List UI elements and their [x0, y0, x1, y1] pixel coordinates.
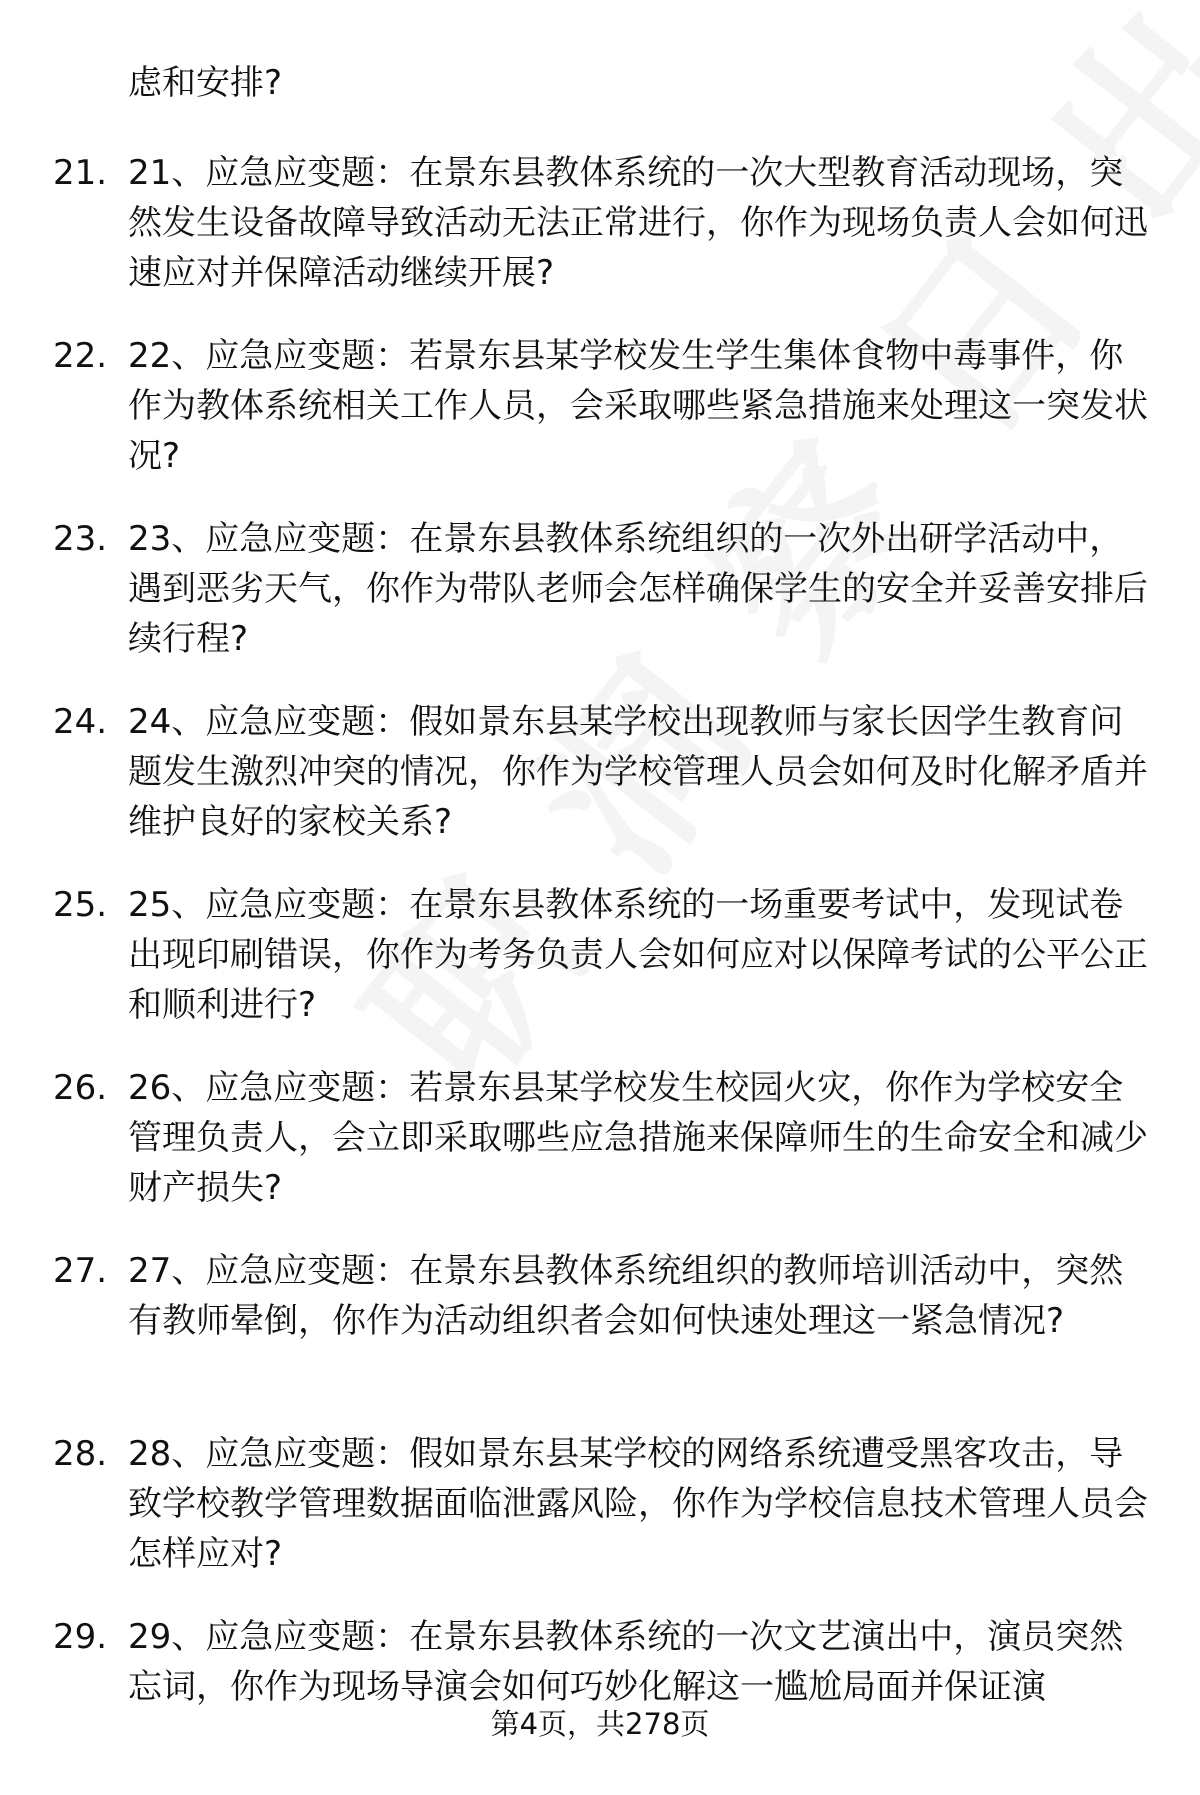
- list-item: [0, 331, 1200, 514]
- item-number: 29.: [53, 1617, 108, 1657]
- item-number: 28.: [53, 1434, 108, 1474]
- item-text: 27、应急应变题：在景东县教体系统组织的教师培训活动中，突然有教师晕倒，你作为活动组织者会如何快速处理这一紧急情况?: [128, 1251, 1124, 1341]
- list-item: [0, 514, 1200, 697]
- item-number: 21.: [53, 153, 108, 193]
- item-text: 26、应急应变题：若景东县某学校发生校园火灾，你作为学校安全管理负责人，会立即采取哪些应急措施来保障师生的生命安全和减少财产损失?: [128, 1068, 1148, 1208]
- list-item: [0, 1429, 1200, 1612]
- item-text: 29、应急应变题：在景东县教体系统的一次文艺演出中，演员突然忘词，你作为现场导演会如何巧妙化解这一尴尬局面并保证演: [128, 1617, 1124, 1707]
- item-number: 24.: [53, 702, 108, 742]
- item-text: 23、应急应变题：在景东县教体系统组织的一次外出研学活动中，遇到恶劣天气，你作为带队老师会怎样确保学生的安全并妥善安排后续行程?: [128, 519, 1148, 659]
- item-number: 23.: [53, 519, 108, 559]
- question-list: [0, 148, 1200, 1795]
- item-text: 22、应急应变题：若景东县某学校发生学生集体食物中毒事件，你作为教体系统相关工作人员，会采取哪些紧急措施来处理这一突发状况?: [128, 336, 1148, 476]
- item-text: 25、应急应变题：在景东县教体系统的一场重要考试中，发现试卷出现印刷错误，你作为考务负责人会如何应对以保障考试的公平公正和顺利进行?: [128, 885, 1148, 1025]
- item-number: 27.: [53, 1251, 108, 1291]
- item-number: 26.: [53, 1068, 108, 1108]
- list-item: [0, 1246, 1200, 1429]
- list-item: [0, 148, 1200, 331]
- item-text: 21、应急应变题：在景东县教体系统的一次大型教育活动现场，突然发生设备故障导致活动无法正常进行，你作为现场负责人会如何迅速应对并保障活动继续开展?: [128, 153, 1148, 293]
- list-item: [0, 1063, 1200, 1246]
- item-text: 24、应急应变题：假如景东县某学校出现教师与家长因学生教育问题发生激烈冲突的情况，你作为学校管理人员会如何及时化解矛盾并维护良好的家校关系?: [128, 702, 1148, 842]
- page-footer: 第4页，共278页: [490, 1707, 710, 1741]
- item-text: 28、应急应变题：假如景东县某学校的网络系统遭受黑客攻击，导致学校教学管理数据面临泄露风险，你作为学校信息技术管理人员会怎样应对?: [128, 1434, 1148, 1574]
- previous-item-tail: 虑和安排?: [128, 63, 283, 103]
- item-number: 22.: [53, 336, 108, 376]
- list-item: [0, 880, 1200, 1063]
- list-item: [0, 697, 1200, 880]
- item-number: 25.: [53, 885, 108, 925]
